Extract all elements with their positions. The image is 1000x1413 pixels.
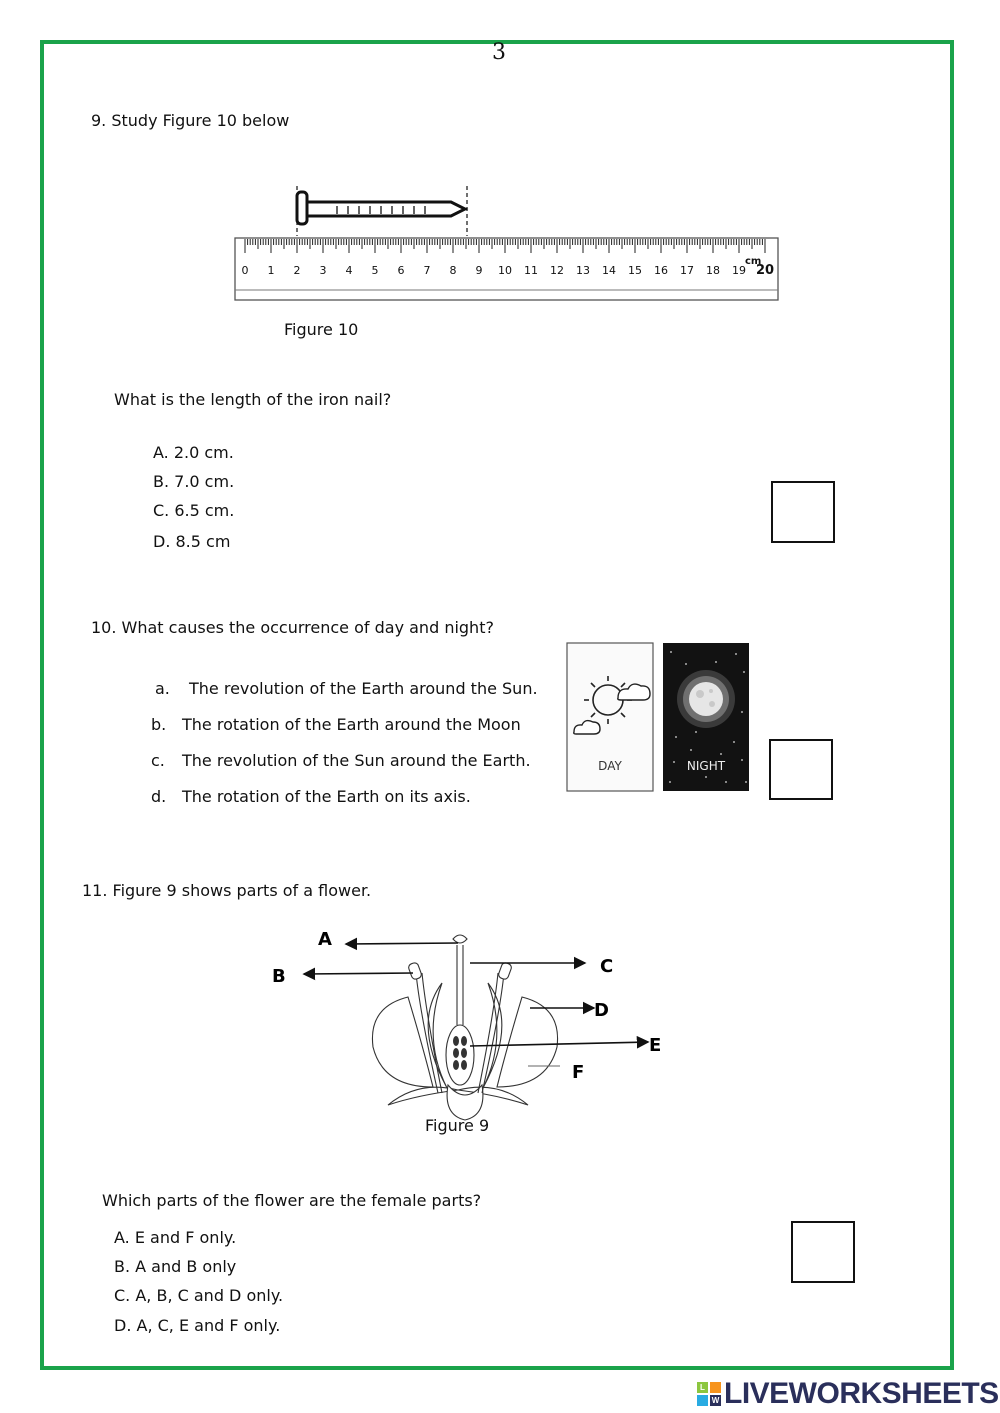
day-label: DAY: [598, 759, 622, 773]
ruler-number: 14: [602, 264, 616, 277]
figure-9-caption: Figure 9: [425, 1116, 490, 1135]
ruler-number: 8: [449, 264, 457, 277]
ruler-number: 9: [475, 264, 483, 277]
ruler-number: 6: [397, 264, 405, 277]
ruler-number: 3: [319, 264, 327, 277]
q11-option-a[interactable]: A. E and F only.: [114, 1228, 237, 1247]
q9-option-c[interactable]: C. 6.5 cm.: [153, 501, 235, 520]
ruler-number: 0: [241, 264, 249, 277]
ruler-number: 13: [576, 264, 590, 277]
label-d: D: [594, 1000, 609, 1021]
label-b: B: [272, 966, 286, 987]
q9-option-d[interactable]: D. 8.5 cm: [153, 532, 231, 551]
label-f: F: [572, 1062, 585, 1083]
ruler-unit-label: cm: [745, 256, 762, 267]
liveworksheets-wordmark: LIVEWORKSHEETS: [724, 1377, 999, 1410]
figure-10-caption: Figure 10: [284, 320, 359, 339]
day-night-illustration: [566, 642, 752, 794]
ruler-number: 10: [498, 264, 512, 277]
q11-option-c[interactable]: C. A, B, C and D only.: [114, 1286, 284, 1305]
label-a: A: [318, 929, 332, 950]
q11-option-b[interactable]: B. A and B only: [114, 1257, 237, 1276]
ruler-number: 15: [628, 264, 642, 277]
page-number: 3: [492, 40, 506, 65]
day-card: [567, 643, 653, 791]
q11-option-d[interactable]: D. A, C, E and F only.: [114, 1316, 281, 1335]
ruler-number: 20: [755, 263, 775, 278]
q10-option-a-letter: a.: [155, 679, 170, 698]
ruler-number: 12: [550, 264, 564, 277]
q10-option-b-letter: b.: [151, 715, 167, 734]
ruler-number: 5: [371, 264, 379, 277]
q10-option-c[interactable]: The revolution of the Sun around the Earth.: [182, 751, 531, 770]
q9-prompt: 9. Study Figure 10 below: [91, 111, 290, 130]
night-label: NIGHT: [686, 759, 726, 773]
ruler-number: 19: [732, 264, 746, 277]
q10-option-a[interactable]: The revolution of the Earth around the Sun.: [189, 679, 538, 698]
liveworksheets-logo-icon: L W: [697, 1382, 721, 1406]
q11-prompt: 11. Figure 9 shows parts of a flower.: [82, 881, 372, 900]
ruler-number: 11: [524, 264, 538, 277]
q9-option-b[interactable]: B. 7.0 cm.: [153, 472, 235, 491]
ruler-figure: [225, 180, 785, 310]
label-e: E: [649, 1035, 662, 1056]
q10-option-c-letter: c.: [151, 751, 165, 770]
iron-nail: [297, 186, 467, 236]
q10-option-d[interactable]: The rotation of the Earth on its axis.: [182, 787, 471, 806]
q9-question: What is the length of the iron nail?: [114, 390, 392, 409]
night-card: [663, 643, 749, 791]
ruler-number: 1: [267, 264, 275, 277]
q9-option-a[interactable]: A. 2.0 cm.: [153, 443, 234, 462]
ruler-number: 2: [293, 264, 301, 277]
ruler-number: 4: [345, 264, 353, 277]
q9-answer-box[interactable]: [771, 481, 835, 543]
ruler-number: 17: [680, 264, 694, 277]
moon-icon: [689, 682, 723, 716]
q10-option-b[interactable]: The rotation of the Earth around the Moon: [182, 715, 521, 734]
ruler: [235, 238, 778, 300]
ruler-number: 7: [423, 264, 431, 277]
ruler-number: 16: [654, 264, 668, 277]
liveworksheets-brand[interactable]: [697, 1378, 999, 1410]
q10-option-d-letter: d.: [151, 787, 167, 806]
q10-prompt: 10. What causes the occurrence of day and night?: [91, 618, 494, 637]
ruler-number: 18: [706, 264, 720, 277]
q11-answer-box[interactable]: [791, 1221, 855, 1283]
q10-answer-box[interactable]: [769, 739, 833, 800]
q11-question: Which parts of the flower are the female parts?: [102, 1191, 482, 1210]
label-c: C: [600, 956, 614, 977]
flower-diagram: [260, 925, 680, 1125]
